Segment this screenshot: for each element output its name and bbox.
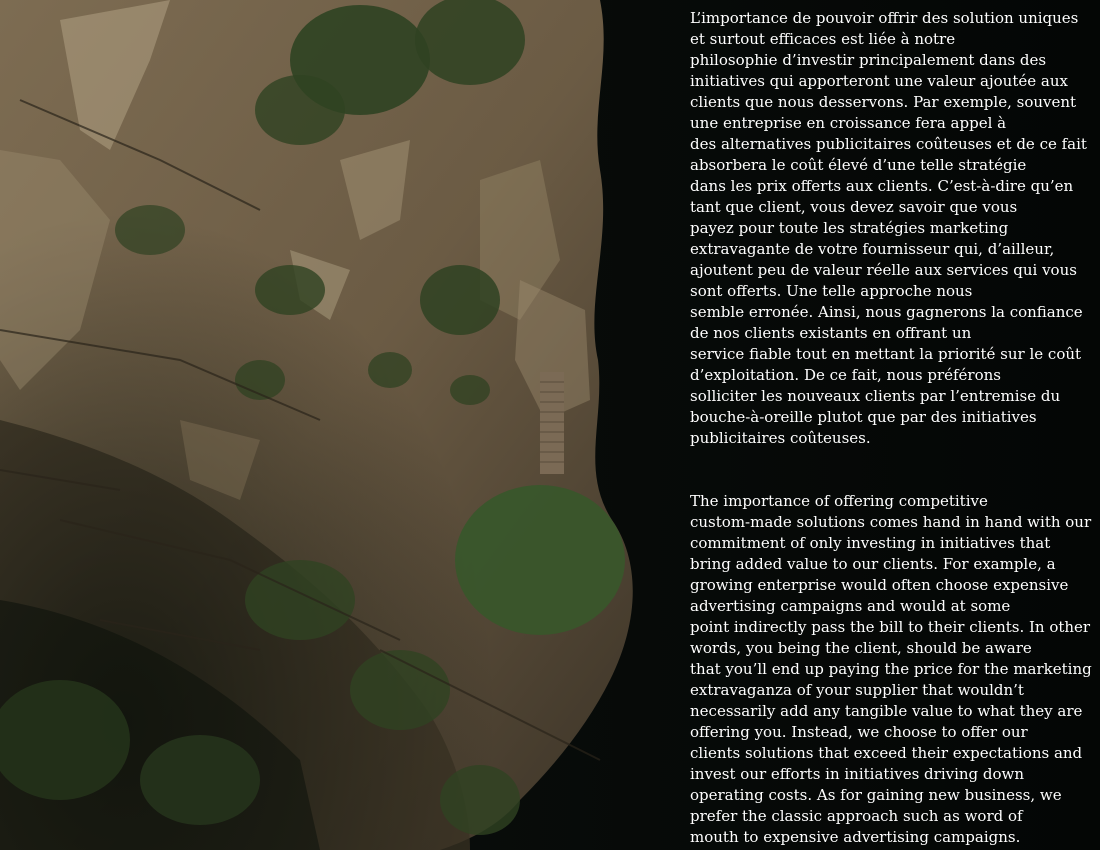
text-line: growing enterprise would often choose expensive [690,576,1069,594]
text-line: philosophie d’investir principalement dans des [690,51,1047,69]
text-line: operating costs. As for gaining new business, we [690,786,1062,804]
text-column [690,8,1090,848]
text-line: invest our efforts in initiatives driving down [690,765,1025,783]
text-line: custom-made solutions comes hand in hand with our [690,513,1092,531]
text-line: semble erronée. Ainsi, nous gagnerons la confiance [690,303,1083,321]
text-line: une entreprise en croissance fera appel à [690,114,1007,132]
text-line: commitment of only investing in initiatives that [690,534,1051,552]
text-line: de nos clients existants en offrant un [690,324,972,342]
text-line: et surtout efficaces est liée à notre [690,30,956,48]
text-line: d’exploitation. De ce fait, nous préférons [690,366,1001,384]
text-line: dans les prix offerts aux clients. C’est-à-dire qu’en [690,177,1074,195]
text-line: prefer the classic approach such as word of [690,807,1023,825]
text-line: absorbera le coût élevé d’une telle stratégie [690,156,1027,174]
text-line: des alternatives publicitaires coûteuses et de ce fait [690,135,1087,153]
text-line: words, you being the client, should be aware [690,639,1032,657]
text-line: extravaganza of your supplier that wouldn’t [690,681,1024,699]
text-line: ajoutent peu de valeur réelle aux services qui vous [690,261,1077,279]
text-line: payez pour toute les stratégies marketing [690,219,1009,237]
text-line: that you’ll end up paying the price for the marketing [690,660,1092,678]
text-line: service fiable tout en mettant la priorité sur le coût [690,345,1082,363]
text-line: sont offerts. Une telle approche nous [690,282,973,300]
french-paragraph [690,8,1090,449]
text-line: necessarily add any tangible value to what they are [690,702,1083,720]
text-line: bring added value to our clients. For example, a [690,555,1056,573]
text-line: initiatives qui apporteront une valeur ajoutée aux [690,72,1068,90]
text-line: point indirectly pass the bill to their clients. In other [690,618,1091,636]
text-line: advertising campaigns and would at some [690,597,1011,615]
text-line: clients que nous desservons. Par exemple, souvent [690,93,1077,111]
text-line: solliciter les nouveaux clients par l’entremise du [690,387,1061,405]
text-line: tant que client, vous devez savoir que vous [690,198,1018,216]
text-line: publicitaires coûteuses. [690,429,871,447]
text-line: clients solutions that exceed their expectations and [690,744,1083,762]
text-line: The importance of offering competitive [690,492,988,510]
text-line: L’importance de pouvoir offrir des solution uniques [690,9,1079,27]
text-line: offering you. Instead, we choose to offer our [690,723,1028,741]
text-line: extravagante de votre fournisseur qui, d’ailleur, [690,240,1055,258]
text-line: bouche-à-oreille plutot que par des initiatives [690,408,1037,426]
english-paragraph [690,491,1090,848]
text-line: mouth to expensive advertising campaigns. [690,828,1021,846]
